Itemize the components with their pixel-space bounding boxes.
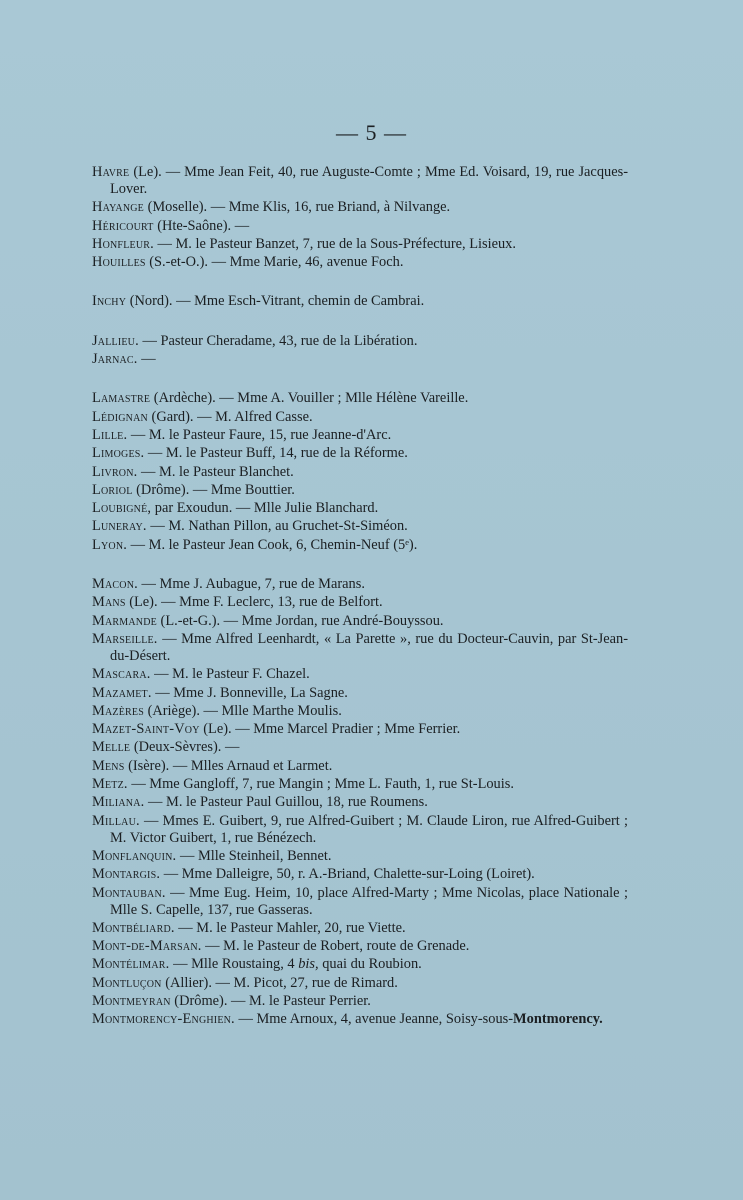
directory-entry bbox=[92, 482, 628, 499]
place-name: Mascara. bbox=[92, 666, 151, 683]
entry-bold: Montmorency. bbox=[513, 1011, 603, 1028]
directory-entry bbox=[92, 218, 628, 235]
entry-details: — Pasteur Cheradame, 43, rue de la Libération. bbox=[138, 332, 418, 349]
place-name: Honfleur. bbox=[92, 235, 154, 252]
directory-entry bbox=[92, 500, 628, 517]
directory-entry bbox=[92, 576, 628, 593]
directory-entry bbox=[92, 703, 628, 720]
entry-details: (L.-et-G.). — Mme Jordan, rue André-Bouyssou. bbox=[156, 612, 444, 629]
entry-details: — M. Nathan Pillon, au Gruchet-St-Siméon. bbox=[146, 518, 408, 535]
directory-entry bbox=[92, 975, 628, 992]
directory-entry bbox=[92, 776, 628, 793]
entry-details: — M. le Pasteur Mahler, 20, rue Viette. bbox=[174, 919, 406, 936]
place-name: Luneray. bbox=[92, 518, 147, 535]
entry-details: — Mme J. Bonneville, La Sagne. bbox=[151, 684, 348, 701]
place-name: Monflanquin. bbox=[92, 847, 177, 864]
entry-details: (Ardèche). — Mme A. Vouiller ; Mlle Hélène Vareille. bbox=[150, 390, 469, 407]
entry-details: — M. le Pasteur Paul Guillou, 18, rue Roumens. bbox=[144, 794, 428, 811]
entry-details: — M. le Pasteur Banzet, 7, rue de la Sous-Préfecture, Lisieux. bbox=[153, 235, 516, 252]
place-name: Mazères bbox=[92, 702, 144, 719]
entry-details: — M. le Pasteur de Robert, route de Grenade. bbox=[201, 938, 470, 955]
place-name: Montmorency-Enghien. bbox=[92, 1011, 235, 1028]
directory-entry bbox=[92, 813, 628, 847]
place-name: Mazamet. bbox=[92, 684, 152, 701]
place-name: Limoges. bbox=[92, 445, 145, 462]
place-name: Marseille. bbox=[92, 630, 158, 647]
directory-entry bbox=[92, 866, 628, 883]
section-gap bbox=[92, 272, 628, 293]
place-name: Havre bbox=[92, 164, 130, 180]
entry-italic: bis, bbox=[298, 956, 319, 973]
directory-entry bbox=[92, 848, 628, 865]
directory-entry bbox=[92, 685, 628, 702]
directory-entry bbox=[92, 666, 628, 683]
entry-details: — Mme Dalleigre, 50, r. A.-Briand, Chalette-sur-Loing (Loiret). bbox=[160, 866, 535, 883]
entry-details: — Mme Eug. Heim, 10, place Alfred-Marty ; Mme Nicolas, place Nationale ; Mlle S. Capelle, 137, rue Gasseras. bbox=[110, 884, 628, 918]
place-name: Montélimar. bbox=[92, 956, 170, 973]
entry-details: — M. le Pasteur Faure, 15, rue Jeanne-d'Arc. bbox=[127, 426, 392, 443]
entry-details: (Moselle). — Mme Klis, 16, rue Briand, à Nilvange. bbox=[143, 199, 451, 216]
directory-entry bbox=[92, 993, 628, 1010]
directory-entry bbox=[92, 390, 628, 407]
entry-details: (S.-et-O.). — Mme Marie, 46, avenue Foch. bbox=[145, 254, 404, 271]
directory-entry bbox=[92, 254, 628, 271]
section-gap bbox=[92, 312, 628, 333]
entry-details: (Le). — Mme F. Leclerc, 13, rue de Belfort. bbox=[125, 594, 383, 611]
directory-entry bbox=[92, 758, 628, 775]
entry-details: — Mlle Roustaing, 4 bbox=[169, 956, 299, 973]
entry-details: (Drôme). — M. le Pasteur Perrier. bbox=[170, 992, 371, 1009]
place-name: Montbéliard. bbox=[92, 919, 175, 936]
entry-details: (Le). — Mme Jean Feit, 40, rue Auguste-Comte ; Mme Ed. Voisard, 19, rue Jacques-Lover. bbox=[110, 164, 628, 197]
place-name: Mens bbox=[92, 757, 125, 774]
directory-entry bbox=[92, 427, 628, 444]
place-name: Lyon. bbox=[92, 536, 128, 553]
place-name: Montmeyran bbox=[92, 992, 171, 1009]
entry-details: — Mme J. Aubague, 7, rue de Marans. bbox=[137, 576, 365, 593]
place-name: Marmande bbox=[92, 612, 157, 629]
place-name: Lédignan bbox=[92, 408, 148, 425]
entry-details: — Mme Alfred Leenhardt, « La Parette », rue du Docteur-Cauvin, par St-Jean-du-Désert. bbox=[110, 630, 628, 664]
directory-entry bbox=[92, 721, 628, 738]
entry-details: (Deux-Sèvres). — bbox=[130, 739, 240, 756]
entry-details: — Mme Arnoux, 4, avenue Jeanne, Soisy-sous- bbox=[234, 1011, 514, 1028]
directory-entry bbox=[92, 613, 628, 630]
directory-entry bbox=[92, 1011, 628, 1028]
entry-details: (Hte-Saône). — bbox=[153, 217, 250, 234]
directory-entry bbox=[92, 464, 628, 481]
directory-entry bbox=[92, 594, 628, 611]
place-name: Miliana. bbox=[92, 794, 145, 811]
place-name: Metz. bbox=[92, 776, 128, 793]
place-name: Houilles bbox=[92, 254, 146, 271]
place-name: Millau. bbox=[92, 812, 140, 829]
place-name: Montluçon bbox=[92, 974, 162, 991]
place-name: Mazet-Saint-Voy bbox=[92, 721, 200, 738]
directory-entry bbox=[92, 739, 628, 756]
place-name: Lamastre bbox=[92, 390, 151, 407]
place-name: Montargis. bbox=[92, 866, 161, 883]
directory-entry bbox=[92, 164, 628, 198]
place-name: Mont-de-Marsan. bbox=[92, 938, 202, 955]
directory-entry bbox=[92, 631, 628, 665]
place-name: Inchy bbox=[92, 293, 127, 310]
entry-details: par Exoudun. — Mlle Julie Blanchard. bbox=[151, 500, 379, 517]
entry-details: (Isère). — Mlles Arnaud et Larmet. bbox=[124, 757, 333, 774]
entry-details: — Mme Gangloff, 7, rue Mangin ; Mme L. Fauth, 1, rue St-Louis. bbox=[127, 776, 514, 793]
directory-entry bbox=[92, 445, 628, 462]
place-name: Macon. bbox=[92, 576, 138, 593]
directory-entry bbox=[92, 236, 628, 253]
directory-entry bbox=[92, 885, 628, 919]
directory-entry bbox=[92, 293, 628, 310]
place-name: Jarnac. bbox=[92, 351, 138, 368]
directory-entry bbox=[92, 537, 628, 554]
entry-details: (Gard). — M. Alfred Casse. bbox=[147, 408, 313, 425]
place-name: Jallieu. bbox=[92, 332, 139, 349]
entry-details-cont: quai du Roubion. bbox=[318, 956, 422, 973]
place-name: Loubigné, bbox=[92, 500, 152, 517]
entry-details: (Le). — Mme Marcel Pradier ; Mme Ferrier. bbox=[199, 721, 461, 738]
entry-details: (Ariège). — Mlle Marthe Moulis. bbox=[143, 702, 342, 719]
directory-entry bbox=[92, 518, 628, 535]
directory-entry bbox=[92, 938, 628, 955]
section-gap bbox=[92, 369, 628, 390]
directory-entry bbox=[92, 794, 628, 811]
place-name: Montauban. bbox=[92, 884, 166, 901]
place-name: Mans bbox=[92, 594, 126, 611]
directory-entry bbox=[92, 920, 628, 937]
directory-entry bbox=[92, 333, 628, 350]
entry-details: (Allier). — M. Picot, 27, rue de Rimard. bbox=[161, 974, 398, 991]
place-name: Hayange bbox=[92, 199, 144, 216]
place-name: Melle bbox=[92, 739, 131, 756]
place-name: Loriol bbox=[92, 481, 133, 498]
entry-details: — M. le Pasteur Blanchet. bbox=[137, 463, 294, 480]
directory-entry bbox=[92, 351, 628, 368]
directory-entry bbox=[92, 409, 628, 426]
entry-details: — M. le Pasteur F. Chazel. bbox=[150, 666, 310, 683]
directory-list bbox=[92, 164, 628, 1030]
place-name: Livron. bbox=[92, 463, 138, 480]
place-name: Lille. bbox=[92, 426, 128, 443]
entry-details: (Nord). — Mme Esch-Vitrant, chemin de Cambrai. bbox=[126, 293, 425, 310]
entry-details: (Drôme). — Mme Bouttier. bbox=[132, 481, 295, 498]
entry-details: — M. le Pasteur Buff, 14, rue de la Réforme. bbox=[144, 445, 408, 462]
entry-details: — bbox=[137, 351, 156, 368]
entry-details: — M. le Pasteur Jean Cook, 6, Chemin-Neuf (5ᵉ). bbox=[127, 536, 418, 553]
entry-details: — Mlle Steinheil, Bennet. bbox=[176, 847, 332, 864]
entry-details: — Mmes E. Guibert, 9, rue Alfred-Guibert ; M. Claude Liron, rue Alfred-Guibert ; M. Victor Guibert, 1, rue Bénézech. bbox=[110, 812, 628, 846]
section-gap bbox=[92, 555, 628, 576]
page-number: — 5 — bbox=[336, 120, 407, 145]
directory-entry bbox=[92, 199, 628, 216]
place-name: Héricourt bbox=[92, 217, 154, 234]
directory-entry bbox=[92, 956, 628, 973]
